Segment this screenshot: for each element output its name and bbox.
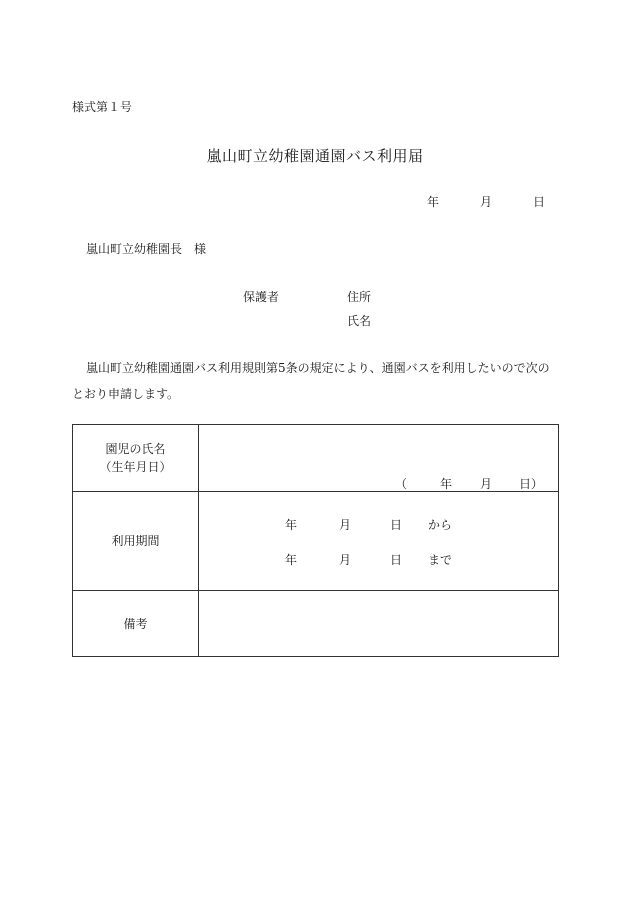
date-year-label: 年	[427, 195, 440, 209]
table-row-remarks	[73, 591, 559, 657]
remarks-header: 備考	[73, 591, 199, 657]
from-day-label: 日	[390, 518, 403, 532]
application-table	[72, 424, 559, 657]
child-name-header	[73, 425, 199, 492]
usage-period-field[interactable]	[199, 492, 559, 591]
date-month-label: 月	[480, 195, 493, 209]
child-name-header-line1: 園児の氏名	[105, 442, 166, 456]
from-year-label: 年	[285, 518, 298, 532]
application-statement: 嵐山町立幼稚園通園バス利用規則第5条の規定により、通園バスを利用したいので次のとおり申請します。	[72, 361, 550, 401]
usage-period-header: 利用期間	[73, 492, 199, 591]
document-title: 嵐山町立幼稚園通園バス利用届	[206, 147, 424, 165]
to-suffix: まで	[428, 553, 453, 567]
child-name-field[interactable]	[199, 425, 559, 492]
birth-day-label: 日）	[519, 477, 544, 491]
from-month-label: 月	[339, 518, 352, 532]
guardian-label: 保護者	[243, 290, 280, 304]
child-name-header-line2: （生年月日）	[99, 460, 172, 474]
table-row-child-name	[73, 425, 559, 492]
remarks-field[interactable]	[199, 591, 559, 657]
address-label: 住所	[347, 290, 372, 304]
to-year-label: 年	[285, 553, 298, 567]
from-suffix: から	[428, 518, 453, 532]
birth-month-label: 月	[480, 477, 493, 491]
birth-year-label: 年	[440, 477, 453, 491]
to-day-label: 日	[390, 553, 403, 567]
date-day-label: 日	[533, 195, 546, 209]
form-number: 様式第１号	[72, 100, 133, 114]
addressee: 嵐山町立幼稚園長 様	[86, 242, 207, 256]
table-row-usage-period	[73, 492, 559, 591]
to-month-label: 月	[339, 553, 352, 567]
birth-paren-open: （	[395, 477, 408, 491]
name-label: 氏名	[347, 314, 372, 328]
